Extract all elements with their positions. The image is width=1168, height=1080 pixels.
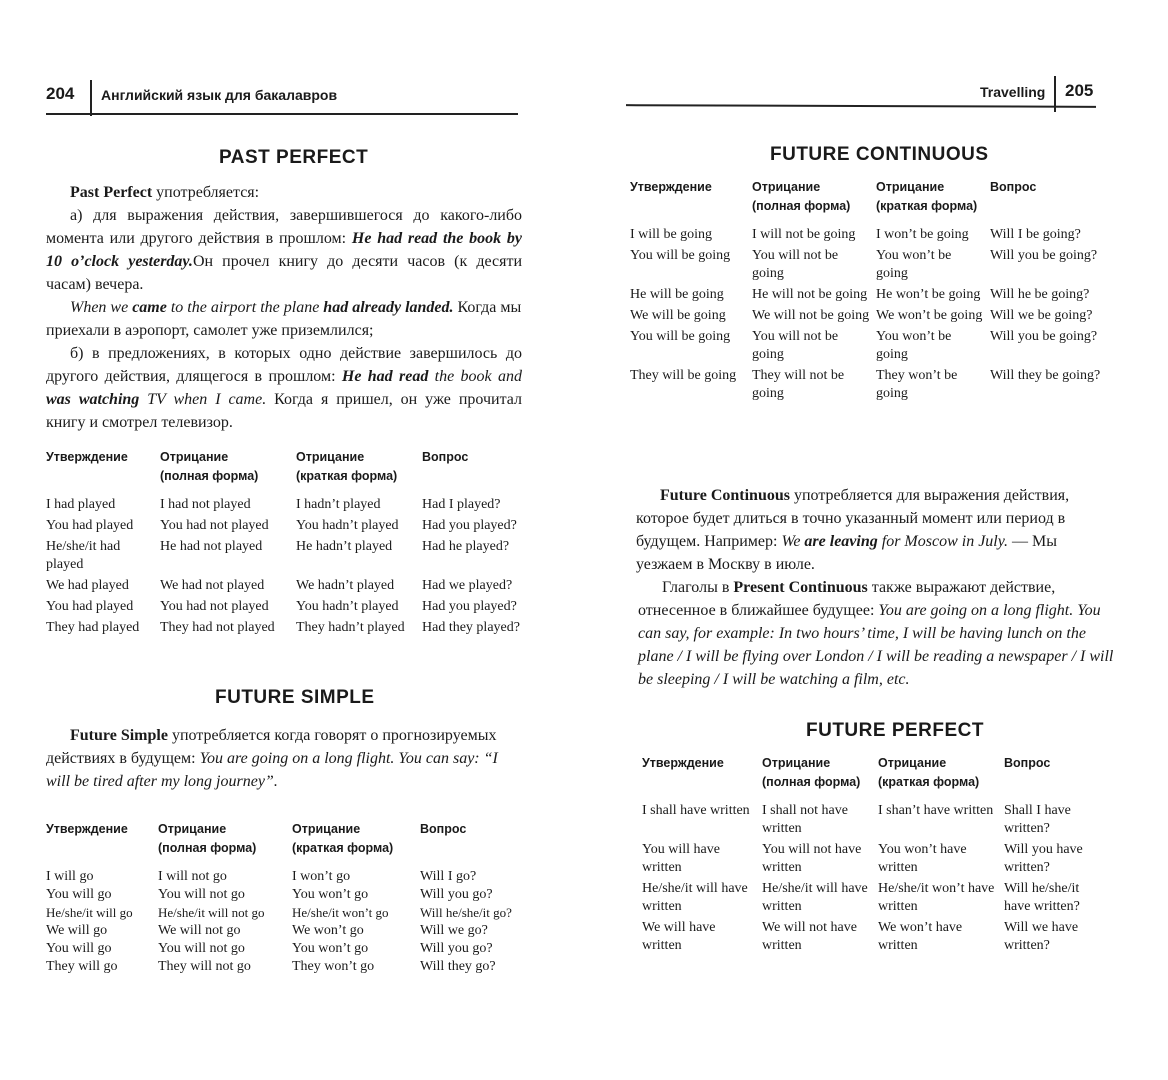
example: He had read the book by 10 o’clock yesterday. bbox=[46, 230, 523, 270]
text: Глаголы в bbox=[662, 579, 734, 596]
cell: Had he played? bbox=[422, 539, 510, 554]
cell: They had not played bbox=[160, 620, 275, 635]
cell: You will not go bbox=[158, 941, 245, 956]
cell: He will be going bbox=[630, 287, 724, 302]
cell: I shall have written bbox=[642, 803, 750, 818]
cell: Will we go? bbox=[420, 923, 488, 938]
page-number: 205 bbox=[1065, 81, 1094, 100]
cell: We will go bbox=[46, 923, 108, 938]
table-row bbox=[46, 538, 526, 577]
cell: He/she/it won’t have written bbox=[878, 881, 995, 914]
cell: You had played bbox=[46, 518, 134, 533]
col-header: Отрицание (полная форма) bbox=[762, 756, 861, 789]
cell: They will not be going bbox=[752, 368, 845, 401]
table-row bbox=[46, 577, 526, 598]
cell: He/she/it will have written bbox=[762, 881, 868, 914]
table-row bbox=[630, 328, 1108, 367]
cell: Will you have written? bbox=[1004, 842, 1083, 875]
cell: He/she/it had played bbox=[46, 539, 121, 572]
cell: Will you be going? bbox=[990, 329, 1098, 344]
col-header: Отрицание (полная форма) bbox=[158, 822, 257, 855]
page-number: 204 bbox=[46, 84, 75, 103]
table-row bbox=[46, 598, 526, 619]
example-verb: are leaving bbox=[804, 533, 878, 550]
present-continuous-note bbox=[638, 576, 1114, 691]
text: употребляется: bbox=[152, 184, 260, 201]
example: for Moscow in July. bbox=[877, 533, 1008, 550]
cell: You won’t go bbox=[292, 887, 369, 902]
table-row bbox=[46, 619, 526, 640]
col-header: Отрицание (краткая форма) bbox=[292, 822, 394, 855]
translation: — Мы уезжаем в Москву в июле. bbox=[636, 533, 1057, 573]
term: Past Perfect bbox=[70, 184, 153, 201]
cell: They will not go bbox=[158, 959, 251, 974]
col-header: Отрицание (полная форма) bbox=[160, 450, 259, 483]
cell: I will not be going bbox=[752, 227, 856, 242]
cell: I will go bbox=[46, 869, 94, 884]
cell: He had not played bbox=[160, 539, 263, 554]
cell: Shall I have written? bbox=[1004, 803, 1071, 836]
cell: Will he/she/it have written? bbox=[1004, 881, 1080, 914]
example-verb: came bbox=[132, 299, 167, 316]
cell: I will be going bbox=[630, 227, 713, 242]
cell: You hadn’t played bbox=[296, 599, 399, 614]
cell: Had we played? bbox=[422, 578, 513, 593]
cell: Will he be going? bbox=[990, 287, 1090, 302]
cell: Will I be going? bbox=[990, 227, 1081, 242]
cell: We will be going bbox=[630, 308, 726, 323]
col-header: Вопрос bbox=[422, 450, 469, 464]
cell: Had you played? bbox=[422, 599, 517, 614]
cell: Will we have written? bbox=[1004, 920, 1079, 953]
table-row bbox=[46, 868, 526, 886]
cell: I had not played bbox=[160, 497, 251, 512]
example: TV when I came. bbox=[139, 391, 267, 408]
example: You are going on a long flight. You can say, for example: In two hours’ time, I will be having lunch on the plane / I will be flying over London / I will be reading a newspaper / I will be sleeping / I will be watching a film, etc. bbox=[638, 602, 1114, 688]
cell: We hadn’t played bbox=[296, 578, 395, 593]
col-header: Утверждение bbox=[46, 450, 128, 464]
cell: You had not played bbox=[160, 518, 269, 533]
cell: Will I go? bbox=[420, 869, 477, 884]
cell: He/she/it will go bbox=[46, 905, 133, 920]
table-row bbox=[630, 307, 1108, 328]
table-row bbox=[46, 922, 526, 940]
future-simple-table bbox=[46, 820, 526, 976]
cell: He won’t be going bbox=[876, 287, 981, 302]
cell: Will they be going? bbox=[990, 368, 1101, 383]
future-perfect-table bbox=[642, 754, 1110, 958]
header-divider bbox=[90, 80, 92, 116]
example: You are going on a long flight. You can say: “I will be tired after my long journey”. bbox=[46, 750, 498, 790]
table-row bbox=[630, 367, 1108, 406]
translation: Когда мы приехали в аэропорт, самолет уже приземлился; bbox=[46, 299, 522, 339]
table-row bbox=[46, 886, 526, 904]
text: употребляется для выражения действия, которое будет длиться в точно указанный момент или период в будущем. Например: bbox=[636, 487, 1070, 550]
cell: I had played bbox=[46, 497, 116, 512]
example-verb: had already landed. bbox=[323, 299, 454, 316]
cell: You will not be going bbox=[752, 248, 839, 281]
table-row bbox=[630, 286, 1108, 307]
cell: Will he/she/it go? bbox=[420, 905, 512, 920]
cell: We will have written bbox=[642, 920, 716, 953]
example: the book and bbox=[428, 368, 522, 385]
cell: You won’t have written bbox=[878, 842, 967, 875]
cell: They will be going bbox=[630, 368, 737, 383]
term: Present Continuous bbox=[733, 579, 868, 596]
future-continuous-usage bbox=[636, 484, 1112, 576]
col-header: Вопрос bbox=[990, 180, 1037, 194]
cell: Will they go? bbox=[420, 959, 496, 974]
text: употребляется когда говорят о прогнозируемых действиях в будущем: bbox=[46, 727, 497, 767]
table-row bbox=[46, 958, 526, 976]
header-rule bbox=[46, 113, 518, 115]
cell: You will not be going bbox=[752, 329, 839, 362]
cell: Will we be going? bbox=[990, 308, 1093, 323]
cell: You had not played bbox=[160, 599, 269, 614]
col-header: Вопрос bbox=[420, 822, 467, 836]
cell: He/she/it won’t go bbox=[292, 905, 389, 920]
cell: We will not have written bbox=[762, 920, 857, 953]
cell: I won’t go bbox=[292, 869, 351, 884]
text: также выражают действие, отнесенное в ближайшее будущее: bbox=[638, 579, 1056, 619]
cell: Had you played? bbox=[422, 518, 517, 533]
past-perfect-usage bbox=[46, 181, 522, 204]
table-row bbox=[642, 802, 1110, 841]
cell: Will you go? bbox=[420, 887, 493, 902]
col-header: Отрицание (краткая форма) bbox=[876, 180, 978, 213]
right-page bbox=[584, 0, 1168, 1080]
cell: I hadn’t played bbox=[296, 497, 381, 512]
cell: We won’t be going bbox=[876, 308, 983, 323]
example-verb: was watching bbox=[46, 391, 140, 408]
cell: You will not have written bbox=[762, 842, 862, 875]
cell: You will not go bbox=[158, 887, 245, 902]
table-row bbox=[46, 517, 526, 538]
table-row bbox=[630, 226, 1108, 247]
table-row bbox=[642, 919, 1110, 958]
example: We bbox=[781, 533, 805, 550]
past-perfect-rule-b bbox=[46, 342, 522, 434]
cell: We will not go bbox=[158, 923, 241, 938]
term: Future Continuous bbox=[660, 487, 790, 504]
col-header: Отрицание (краткая форма) bbox=[296, 450, 398, 483]
cell: We won’t go bbox=[292, 923, 364, 938]
cell: We won’t have written bbox=[878, 920, 963, 953]
future-continuous-table bbox=[630, 178, 1108, 406]
cell: I shall not have written bbox=[762, 803, 848, 836]
cell: We will not be going bbox=[752, 308, 870, 323]
cell: You won’t be going bbox=[876, 248, 952, 281]
example: to the airport the plane bbox=[166, 299, 324, 316]
col-header: Утверждение bbox=[630, 180, 712, 194]
translation: Когда я пришел, он уже прочитал книгу и смотрел телевизор. bbox=[46, 391, 522, 431]
table-row bbox=[46, 940, 526, 958]
term: Future Simple bbox=[70, 727, 168, 744]
cell: They won’t be going bbox=[876, 368, 958, 401]
table-row bbox=[46, 496, 526, 517]
table-row bbox=[630, 247, 1108, 286]
cell: You had played bbox=[46, 599, 134, 614]
cell: Will you go? bbox=[420, 941, 493, 956]
cell: You won’t go bbox=[292, 941, 369, 956]
cell: You will go bbox=[46, 887, 112, 902]
cell: They won’t go bbox=[292, 959, 375, 974]
col-header: Вопрос bbox=[1004, 756, 1051, 770]
col-header: Утверждение bbox=[642, 756, 724, 770]
cell: They will go bbox=[46, 959, 118, 974]
cell: We had not played bbox=[160, 578, 265, 593]
header-rule bbox=[626, 104, 1096, 108]
table-row bbox=[46, 904, 526, 922]
running-head: Английский язык для бакалавров bbox=[101, 87, 338, 103]
cell: You will be going bbox=[630, 248, 731, 263]
cell: I shan’t have written bbox=[878, 803, 994, 818]
cell: You hadn’t played bbox=[296, 518, 399, 533]
cell: You will be going bbox=[630, 329, 731, 344]
past-perfect-table bbox=[46, 448, 526, 640]
text: б) в предложениях, в которых одно действие завершилось до другого действия, длящегося в прошлом: bbox=[46, 345, 522, 385]
cell: He will not be going bbox=[752, 287, 868, 302]
section-title-future-continuous: FUTURE CONTINUOUS bbox=[770, 144, 989, 165]
past-perfect-rule-a bbox=[46, 204, 522, 296]
cell: I won’t be going bbox=[876, 227, 969, 242]
table-row bbox=[642, 880, 1110, 919]
cell: Had they played? bbox=[422, 620, 520, 635]
cell: He/she/it will not go bbox=[158, 905, 265, 920]
cell: They hadn’t played bbox=[296, 620, 405, 635]
text: а) для выражения действия, завершившегося до какого-либо момента или другого действия в прошлом: bbox=[46, 207, 522, 247]
table-row bbox=[642, 841, 1110, 880]
future-simple-usage bbox=[46, 724, 522, 793]
example-verb: He had read bbox=[341, 368, 429, 385]
example: When we bbox=[70, 299, 133, 316]
cell: He/she/it will have written bbox=[642, 881, 748, 914]
col-header: Утверждение bbox=[46, 822, 128, 836]
cell: You will go bbox=[46, 941, 112, 956]
section-title-future-simple: FUTURE SIMPLE bbox=[215, 687, 375, 708]
running-head: Travelling bbox=[980, 84, 1046, 100]
cell: We had played bbox=[46, 578, 129, 593]
translation: Он прочел книгу до десяти часов (к десяти часам) вечера. bbox=[46, 253, 523, 293]
cell: You will have written bbox=[642, 842, 720, 875]
col-header: Отрицание (краткая форма) bbox=[878, 756, 980, 789]
cell: You won’t be going bbox=[876, 329, 952, 362]
cell: I will not go bbox=[158, 869, 227, 884]
cell: They had played bbox=[46, 620, 140, 635]
past-perfect-example-2 bbox=[46, 296, 522, 342]
section-title-past-perfect: PAST PERFECT bbox=[219, 147, 369, 168]
cell: He hadn’t played bbox=[296, 539, 393, 554]
col-header: Отрицание (полная форма) bbox=[752, 180, 851, 213]
cell: Will you be going? bbox=[990, 248, 1098, 263]
section-title-future-perfect: FUTURE PERFECT bbox=[806, 720, 984, 741]
cell: Had I played? bbox=[422, 497, 501, 512]
